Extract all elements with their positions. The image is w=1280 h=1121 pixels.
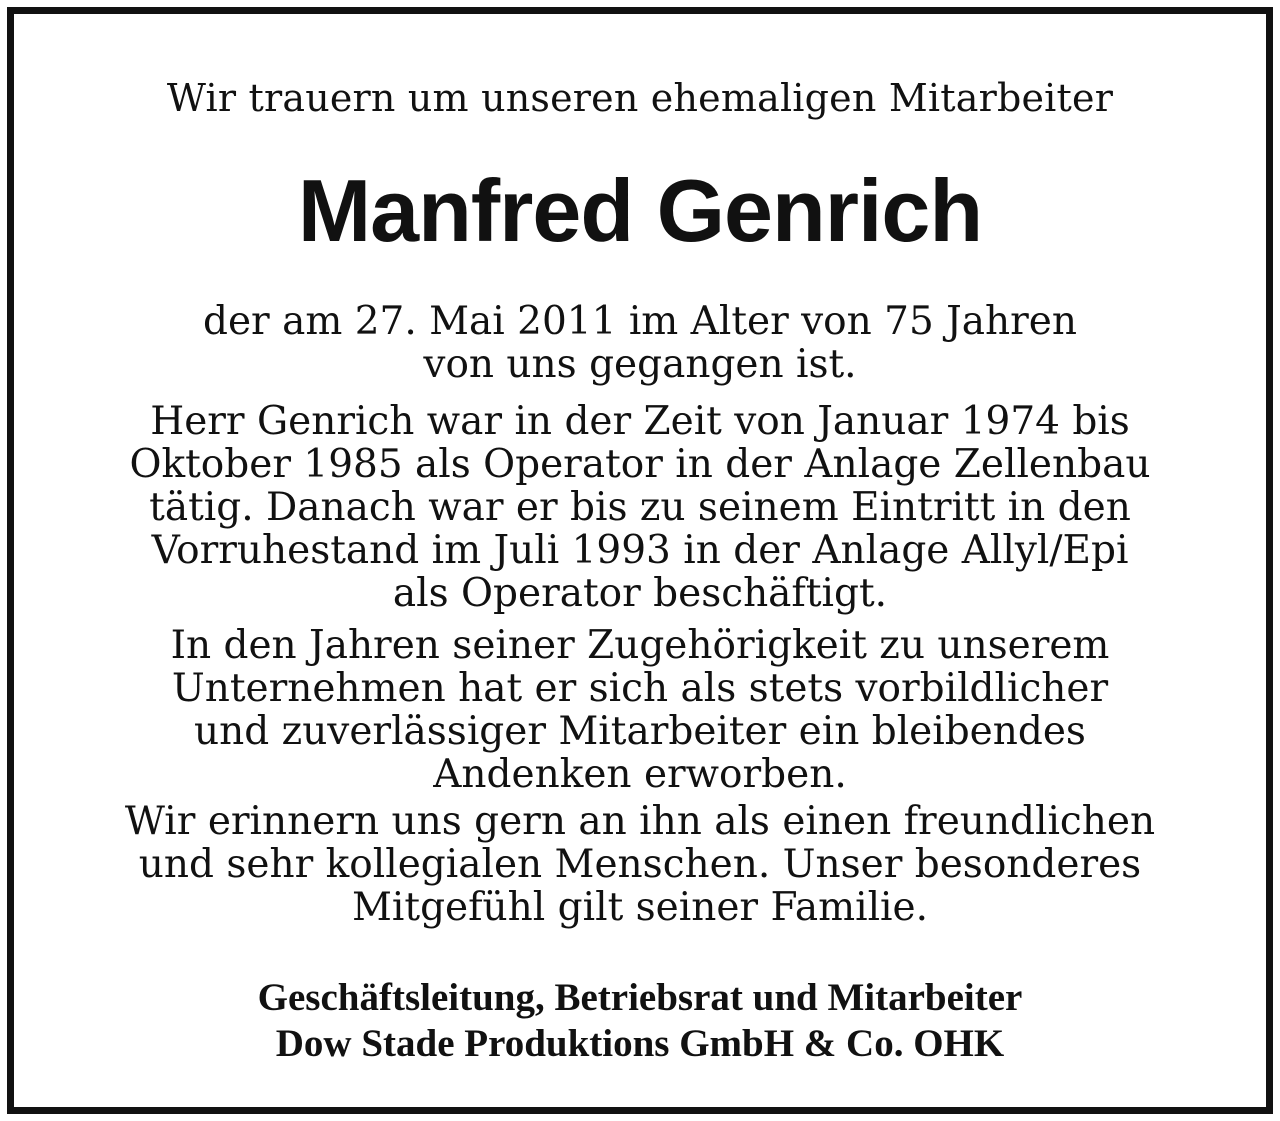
paragraph-3-line-4: Andenken erworben. bbox=[433, 752, 847, 797]
paragraph-4-line-2: und sehr kollegialen Menschen. Unser besonderes bbox=[138, 842, 1142, 887]
paragraph-3-line-3: und zuverlässiger Mitarbeiter ein bleibendes bbox=[194, 709, 1086, 754]
obituary-notice bbox=[7, 7, 1273, 1114]
intro-line: Wir trauern um unseren ehemaligen Mitarbeiter bbox=[166, 76, 1114, 120]
deceased-name: Manfred Genrich bbox=[297, 161, 983, 260]
paragraph-3-line-2: Unternehmen hat er sich als stets vorbildlicher bbox=[171, 666, 1109, 711]
signature-line-2: Dow Stade Produktions GmbH & Co. OHK bbox=[275, 1022, 1005, 1065]
paragraph-1-line-2: von uns gegangen ist. bbox=[423, 342, 857, 387]
signature-line-1: Geschäftsleitung, Betriebsrat und Mitarbeiter bbox=[257, 976, 1023, 1019]
paragraph-2-line-5: als Operator beschäftigt. bbox=[392, 571, 888, 616]
paragraph-4-line-1: Wir erinnern uns gern an ihn als einen freundlichen bbox=[124, 799, 1156, 844]
paragraph-2-line-3: tätig. Danach war er bis zu seinem Eintritt in den bbox=[149, 485, 1131, 530]
paragraph-4-line-3: Mitgefühl gilt seiner Familie. bbox=[352, 885, 928, 930]
paragraph-2-line-1: Herr Genrich war in der Zeit von Januar 1974 bis bbox=[150, 399, 1130, 444]
paragraph-2-line-4: Vorruhestand im Juli 1993 in der Anlage Allyl/Epi bbox=[151, 528, 1129, 573]
paragraph-2-line-2: Oktober 1985 als Operator in der Anlage Zellenbau bbox=[129, 442, 1151, 487]
paragraph-1-line-1: der am 27. Mai 2011 im Alter von 75 Jahren bbox=[202, 299, 1077, 344]
paragraph-3-line-1: In den Jahren seiner Zugehörigkeit zu unserem bbox=[170, 623, 1110, 668]
